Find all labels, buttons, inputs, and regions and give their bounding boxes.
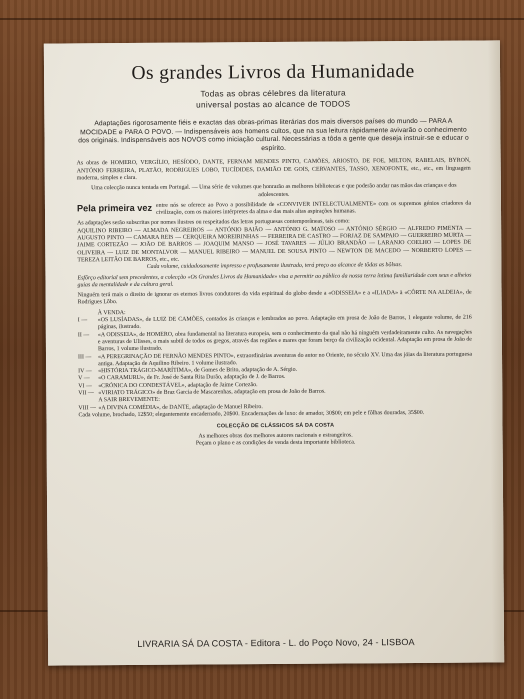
effort-paragraph: Esfôrço editorial sem precedentes, a colecção «Os Grandes Livros da Humanidade» visa a permitir ao público da nossa terra íntima familiaridade com seus e alheios guias da mentalidade e da cultura geral. [77,272,472,289]
catalog-item: I — «OS LUSÍADAS», de LUIZ DE CAMÕES, contados às crianças e lembrados ao povo. Adaptação em prosa de João de Barros, 1 elegante volume, de 216 páginas, ilustrado. [77,314,472,331]
for-sale-heading: À VENDA: [97,309,126,316]
adaptations-paragraph: As adaptações serão subscritas por nomes ilustres ou respeitados das letras portuguesas contemporâneas, tais como: [77,218,350,227]
book-back-cover [44,40,504,665]
nobody-paragraph: Ninguém terá mais o direito de ignorar os eternos livros condutores da vida espiritual do globo desde a «ODISSEIA» e a «ILIADA» à «CÔRTE NA ALDEIA», de Rodrigues Lôbo. [77,289,472,306]
contributors-list: AQUILINO RIBEIRO — ALMADA NEGREIROS — ANTÓNIO BAIÃO — ANTÓNIO G. MATOSO — ANTÓNIO SÉRGIO — ALFREDO PIMENTA — AUGUSTO PINTO — CAMARA REIS — CERQUEIRA MOREIRINHAS — FERREIRA DE CASTRO — FORJAZ DE SAMPAIO — GUERREIRO MURTA — JAIME CORTEZÃO — JOÃO DE BARROS — JOAQUIM MANSO — JOSÉ TAVARES — JÚLIO BRANDÃO — LARANJO COELHO — LOPES DE OLIVEIRA — LUIZ DE MONTALVOR — MANUEL RIBEIRO — MANUEL DE SOUSA PINTO — NEWTON DE MACEDO — NORBERTO LOPES — TEREZA LEITÃO DE BARROS, etc., etc. [77,225,472,264]
soon-item: VIII — «A DIVINA COMÉDIA», de DANTE, adaptação de Manuel Ribeiro. [78,403,263,411]
catalog-item: V — «O CARAMURU», de Fr. José de Santa Rita Durão, adaptação de J. de Barros. [78,374,286,382]
first-time-text: entre nós se oferece ao Povo a possibilidade de «CONVIVER INTELECTUALMENTE» com os supremos génios criadores da civilização, com os maiores intérpretes da alma e das mais altas aspirações humanas. [156,200,471,216]
authors-paragraph: As obras de HOMERO, VERGÍLIO, HESÍODO, DANTE, FERNAM MENDES PINTO, CAMÕES, ARIOSTO, DE FOE, MILTON, RABELAIS, BYRON, ANTÓNIO FERREIRA, PLATÃO, RODRIGUES LOBO, TUCÍDIDES, DAMIÃO DE GOIS, CERVANTES, TASSO, XENOFONTE, etc., etc., em linguagem moderna, simples e clara. [76,157,471,182]
catalog-list [78,315,473,398]
classics-line-1: As melhores obras dos melhores autores nacionais e estrangeiros. [198,432,353,440]
page-title: Os grandes Livros da Humanidade [131,61,415,84]
wood-seam [0,18,524,20]
intro-paragraph: Adaptações rigorosamente fiéis e exactas das obras-primas literárias dos mais diversos países do mundo — PARA A MOCIDADE e PARA O POVO. — Indispensáveis aos homens cultos, que na sua leitura ràpidamente avivarão o conhecimento dos originais. Indispensáveis aos NOVOS como iniciação cultural. Necessárias a tôda a gente que deseja instruir-se e educar o espírito. [78,117,469,152]
edition-note: Cada volume, cuidadosamente impresso e profusamente ilustrado, terá preço ao alcance de tôdas as bôlsas. [146,262,403,271]
first-time-block [77,200,471,217]
subtitle-line-1: Todas as obras célebres da literatura [200,88,346,99]
catalog-item: II — «A ODISSEIA», de HOMERO, obra fundamental na literatura europeia, sem o conhecimento da qual não há ninguém verdadeiramente culto. As navegações e aventuras de Ulisses, o mais subtil de todos os gregos, através das regiões e mares que foram berço da civilização ocidental. Adaptação em prosa de João de Barros, 1 volume ilustrado. [77,329,472,353]
catalog-item: VI — «CRÓNICA DO CONDESTÁVEL», adaptação de Jaime Cortezão. [78,381,258,390]
prices-paragraph: Cada volume, brochado, 12$50; elegantemente encadernado, 20$00. Encadernações de luxo: de amador, 30$00; em pele e fôlhas douradas, 35$00. [78,409,425,419]
collection-paragraph: Uma colecção nunca tentada em Portugal. — Uma série de volumes que honrarão as melhores bibliotecas e que poderão andar nas mãos das crianças e dos adolescentes. [91,182,457,198]
catalog-item: VII — «VIRIATO TRÁGICO» de Braz Garcia de Mascarenhas, adaptação em prosa de João de Barros. [78,388,326,397]
first-time-label: Pela primeira vez [76,202,153,214]
collection-heading: COLECÇÃO DE CLÁSSICOS SÁ DA COSTA [216,422,335,430]
catalog-item: IV — «HISTÓRIA TRÁGICO-MARÍTIMA», de Gomes de Brito, adaptação de A. Sérgio. [78,366,298,375]
classics-line-2: Peçam o plano e as condições de venda desta importante biblioteca. [195,439,356,448]
subtitle [76,88,470,112]
soon-heading: A SAIR BREVEMENTE: [98,397,160,404]
subtitle-line-2: universal postas ao alcance de TODOS [196,98,351,110]
publisher-footer: LIVRARIA SÁ DA COSTA - Editora - L. do Poço Novo, 24 - LISBOA [137,637,415,649]
catalog-item: III — «A PEREGRINAÇÃO DE FERNÃO MENDES PINTO», extraordinárias aventuras do autor no Oriente, no século XV. Uma das jóias da literatura portuguesa antiga. Adaptação de Aquilino Ribeiro. 1 volume ilustrado. [78,351,473,368]
